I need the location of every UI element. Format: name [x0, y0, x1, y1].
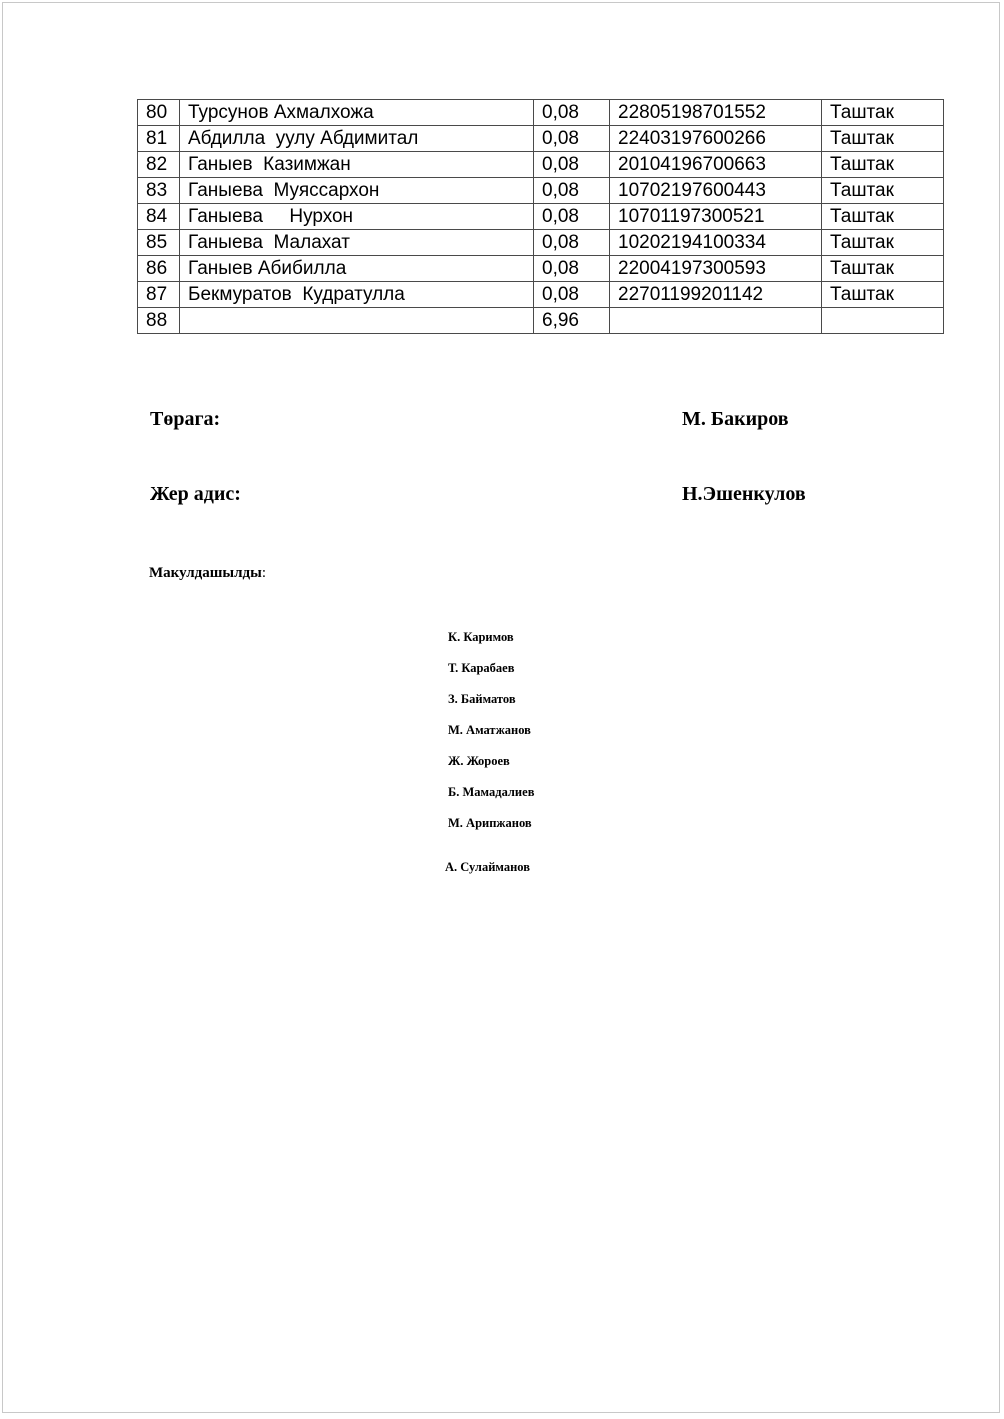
location-cell: Таштак	[822, 100, 944, 126]
approval-colon: :	[261, 565, 266, 581]
table-row	[138, 308, 944, 334]
personal-id-cell: 22004197300593	[610, 256, 822, 282]
row-number-cell: 86	[138, 256, 180, 282]
owner-name-cell: Ганыева Муяссархон	[180, 178, 534, 204]
owner-name-cell: Абдилла уулу Абдимитал	[180, 126, 534, 152]
location-cell: Таштак	[822, 178, 944, 204]
personal-id-cell: 22805198701552	[610, 100, 822, 126]
land-area-cell: 0,08	[534, 204, 610, 230]
owner-name-cell: Ганыев Казимжан	[180, 152, 534, 178]
location-cell	[822, 308, 944, 334]
personal-id-cell: 10702197600443	[610, 178, 822, 204]
approval-name-last: А. Сулайманов	[445, 860, 530, 874]
land-table-body	[138, 100, 944, 334]
owner-name-cell: Ганыев Абибилла	[180, 256, 534, 282]
row-number-cell: 87	[138, 282, 180, 308]
approval-names-list	[448, 629, 534, 846]
land-specialist-name: Н.Эшенкулов	[682, 483, 806, 505]
owner-name-cell: Турсунов Ахмалхожа	[180, 100, 534, 126]
row-number-cell: 84	[138, 204, 180, 230]
table-row	[138, 230, 944, 256]
personal-id-cell: 10202194100334	[610, 230, 822, 256]
row-number-cell: 83	[138, 178, 180, 204]
row-number-cell: 82	[138, 152, 180, 178]
row-number-cell: 81	[138, 126, 180, 152]
land-area-cell: 0,08	[534, 178, 610, 204]
location-cell: Таштак	[822, 256, 944, 282]
land-table	[137, 99, 944, 334]
table-row	[138, 126, 944, 152]
personal-id-cell: 20104196700663	[610, 152, 822, 178]
owner-name-cell: Ганыева Нурхон	[180, 204, 534, 230]
land-specialist-label: Жер адис:	[150, 483, 241, 505]
owner-name-cell: Бекмуратов Кудратулла	[180, 282, 534, 308]
table-row	[138, 152, 944, 178]
owner-name-cell	[180, 308, 534, 334]
table-row	[138, 178, 944, 204]
personal-id-cell: 10701197300521	[610, 204, 822, 230]
land-area-cell: 0,08	[534, 126, 610, 152]
location-cell: Таштак	[822, 230, 944, 256]
table-row	[138, 256, 944, 282]
approval-name: Т. Карабаев	[448, 661, 515, 675]
land-area-cell: 0,08	[534, 230, 610, 256]
location-cell: Таштак	[822, 152, 944, 178]
row-number-cell: 85	[138, 230, 180, 256]
location-cell: Таштак	[822, 126, 944, 152]
land-area-cell: 0,08	[534, 100, 610, 126]
table-row	[138, 204, 944, 230]
personal-id-cell: 22403197600266	[610, 126, 822, 152]
approval-name: К. Каримов	[448, 630, 514, 644]
approval-label: Макулдашылды	[149, 565, 262, 581]
table-row	[138, 100, 944, 126]
location-cell: Таштак	[822, 282, 944, 308]
land-area-cell: 0,08	[534, 152, 610, 178]
approval-name: М. Арипжанов	[448, 816, 532, 830]
chair-label: Төрага:	[150, 408, 221, 430]
table-row	[138, 282, 944, 308]
personal-id-cell: 22701199201142	[610, 282, 822, 308]
location-cell: Таштак	[822, 204, 944, 230]
land-area-cell: 0,08	[534, 256, 610, 282]
row-number-cell: 88	[138, 308, 180, 334]
approval-name: Ж. Жороев	[448, 754, 510, 768]
document-page	[2, 2, 1000, 1413]
land-area-cell: 6,96	[534, 308, 610, 334]
owner-name-cell: Ганыева Малахат	[180, 230, 534, 256]
land-area-cell: 0,08	[534, 282, 610, 308]
approval-name: З. Байматов	[448, 692, 516, 706]
approval-name: М. Аматжанов	[448, 723, 531, 737]
chair-name: М. Бакиров	[682, 408, 789, 430]
row-number-cell: 80	[138, 100, 180, 126]
approval-name: Б. Мамадалиев	[448, 785, 535, 799]
personal-id-cell	[610, 308, 822, 334]
approval-heading	[149, 565, 266, 582]
